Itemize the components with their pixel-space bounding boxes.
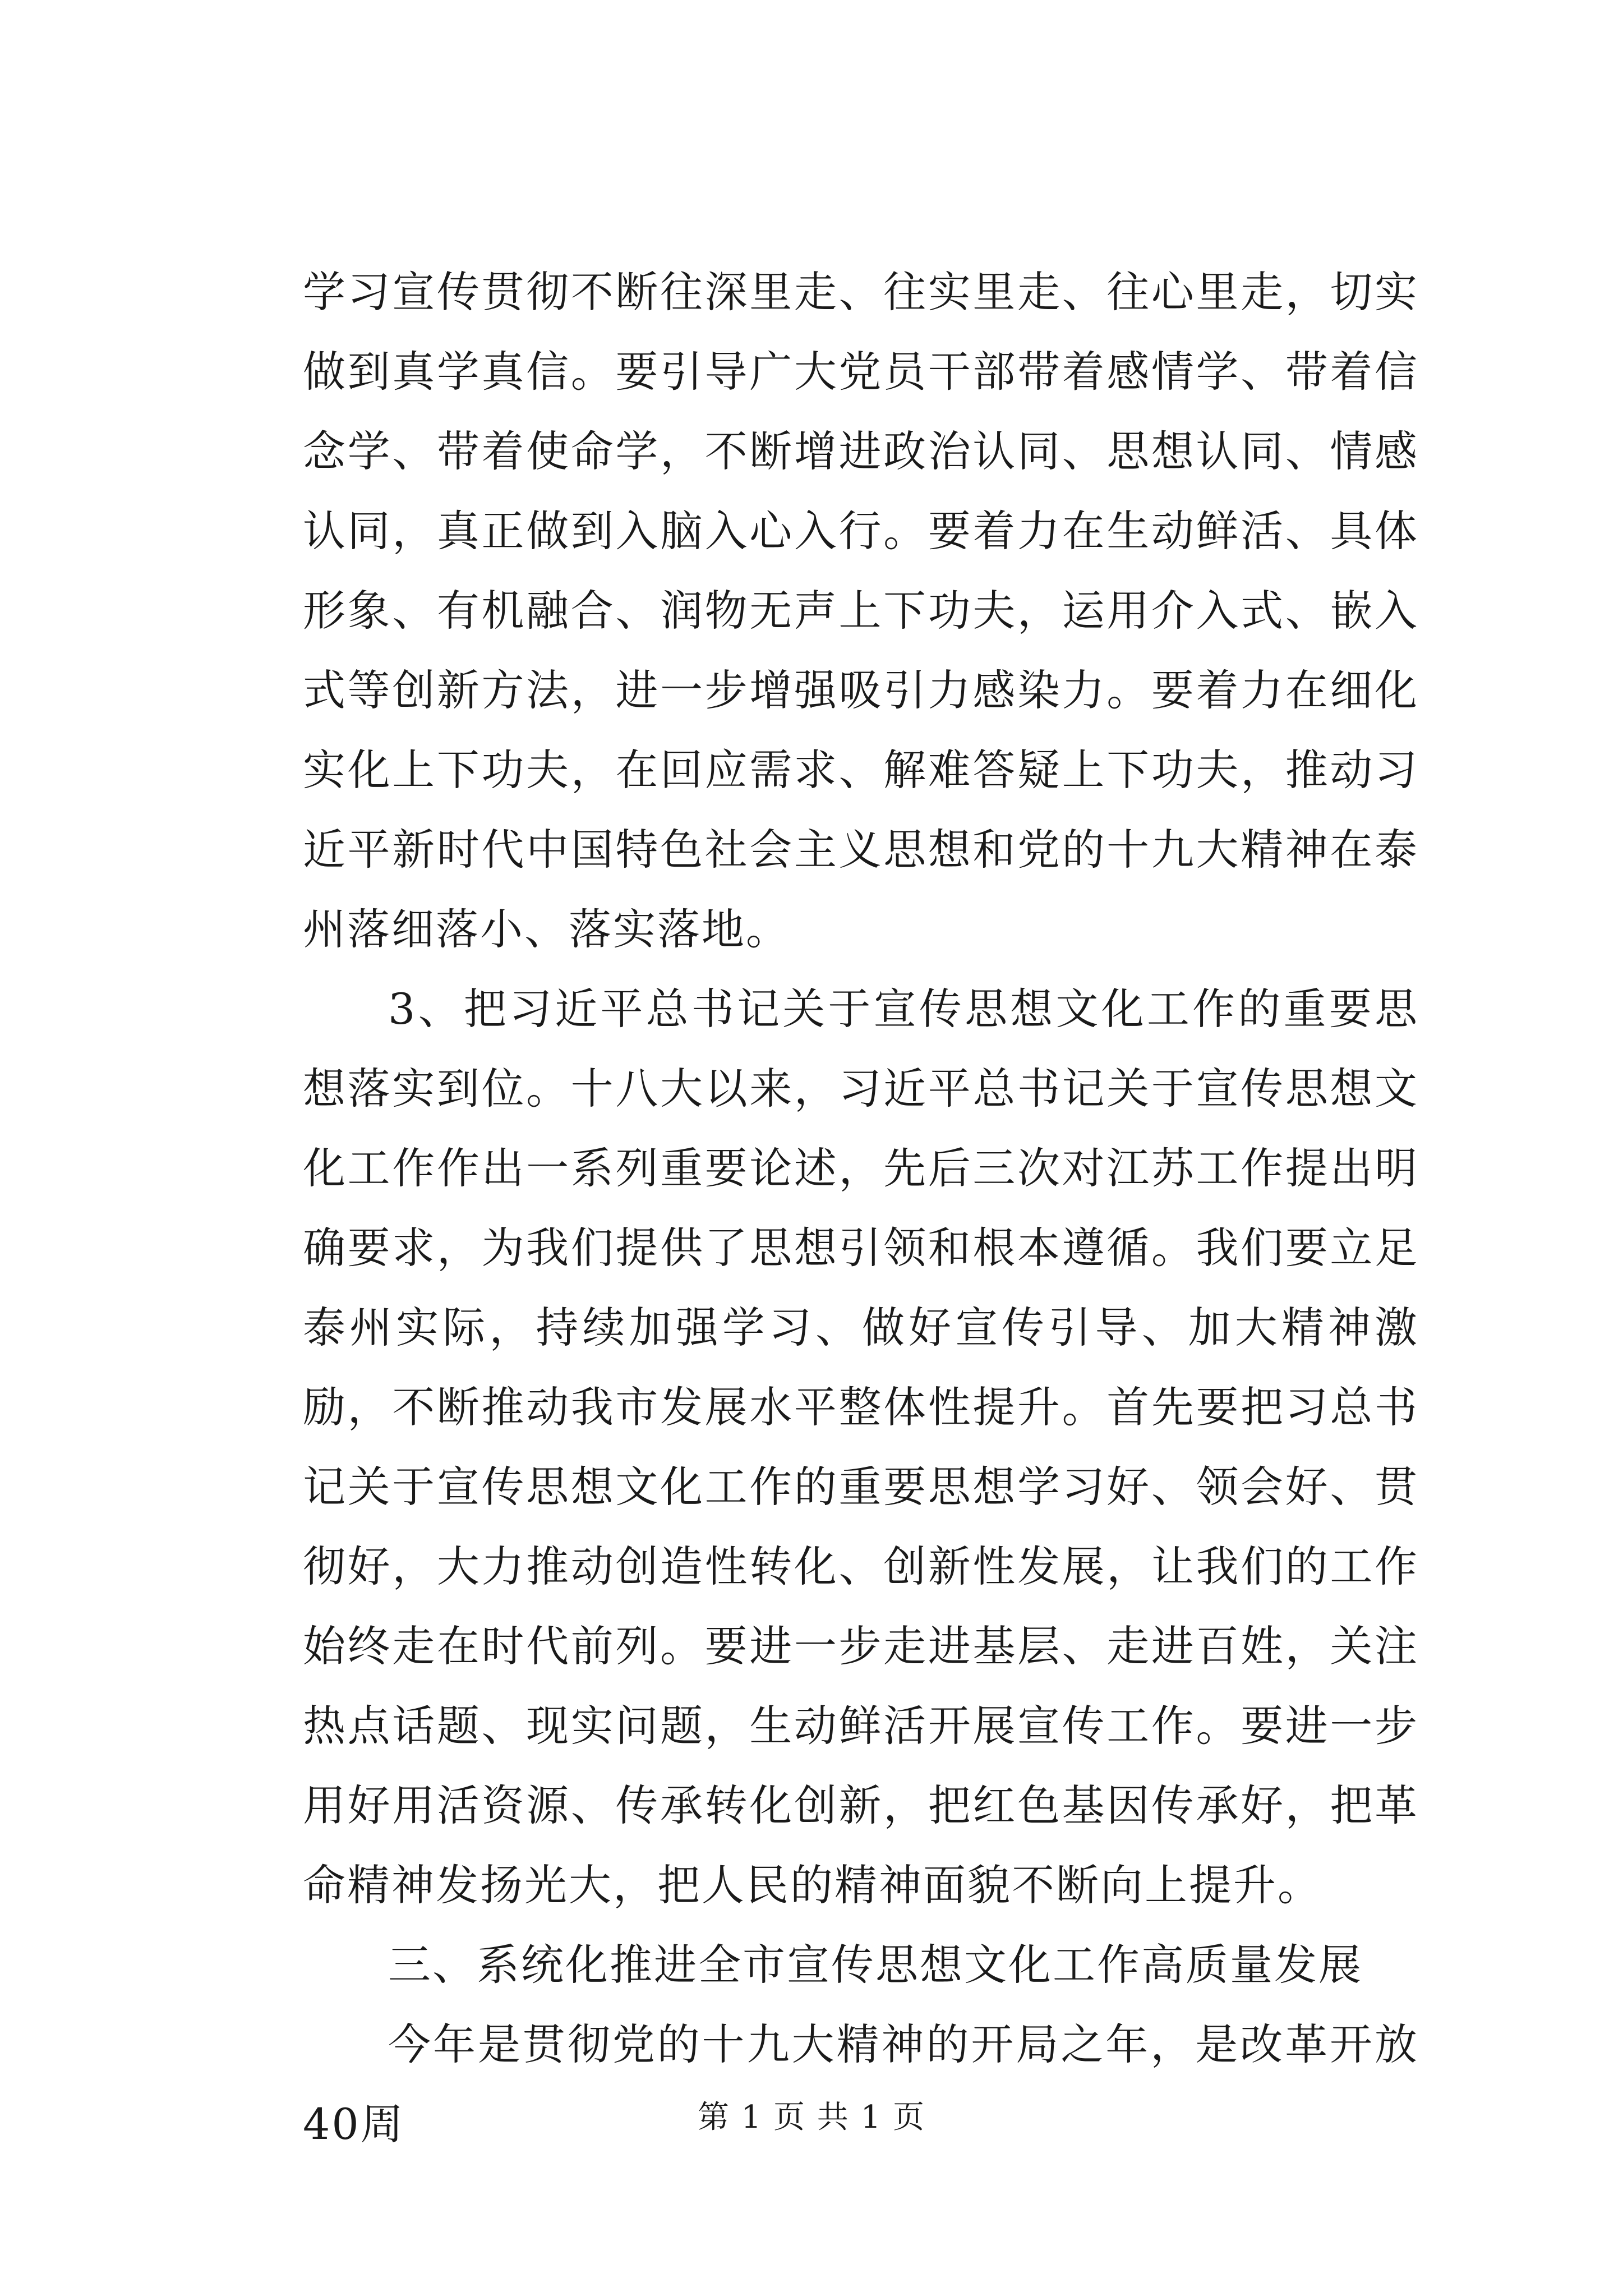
page-footer: 第 1 页 共 1 页 (697, 2099, 926, 2136)
document-body (303, 252, 1419, 2164)
paragraph-1: 学习宣传贯彻不断往深里走、往实里走、往心里走，切实做到真学真信。要引导广大党员干部带着感情学、带着信念学、带着使命学，不断增进政治认同、思想认同、情感认同，真正做到入脑入心入行。要着力在生动鲜活、具体形象、有机融合、润物无声上下功夫，运用介入式、嵌入式等创新方法，进一步增强吸引力感染力。要着力在细化实化上下功夫，在回应需求、解难答疑上下功夫，推动习近平新时代中国特色社会主义思想和党的十九大精神在泰州落细落小、落实落地。 (303, 267, 1419, 954)
paragraph-3: 今年是贯彻党的十九大精神的开局之年，是改革开放40周 (303, 2019, 1419, 2149)
paragraph-2: 3、把习近平总书记关于宣传思想文化工作的重要思想落实到位。十八大以来，习近平总书记关于宣传思想文化工作作出一系列重要论述，先后三次对江苏工作提出明确要求，为我们提供了思想引领和根本遵循。我们要立足泰州实际，持续加强学习、做好宣传引导、加大精神激励，不断推动我市发展水平整体性提升。首先要把习总书记关于宣传思想文化工作的重要思想学习好、领会好、贯彻好，大力推动创造性转化、创新性发展，让我们的工作始终走在时代前列。要进一步走进基层、走进百姓，关注热点话题、现实问题，生动鲜活开展宣传工作。要进一步用好用活资源、传承转化创新，把红色基因传承好，把革命精神发扬光大，把人民的精神面貌不断向上提升。 (303, 984, 1419, 1910)
section-heading: 三、系统化推进全市宣传思想文化工作高质量发展 (388, 1940, 1363, 1990)
